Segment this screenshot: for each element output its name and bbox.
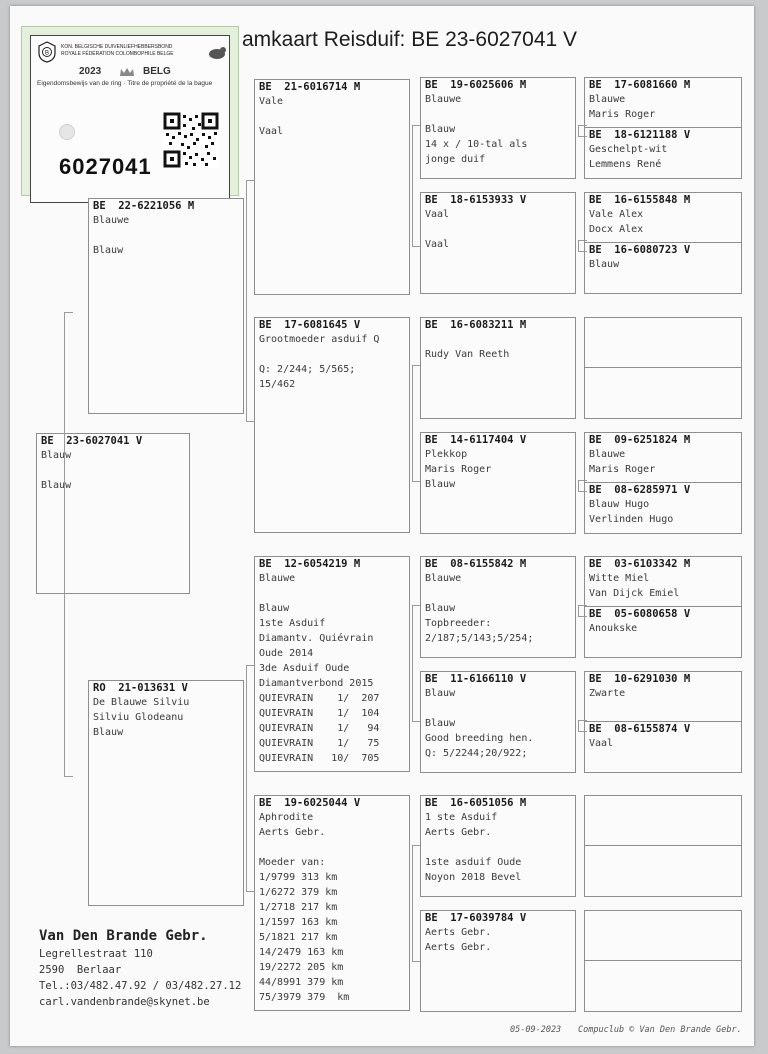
mfm-line: Blauw — [425, 688, 456, 699]
g4-top-line: Blauwe — [589, 449, 626, 460]
pedigree-box-mm — [254, 795, 410, 1011]
mf-line: Blauwe — [259, 573, 296, 584]
mmf-line: 1 ste Asduif — [425, 812, 498, 823]
pedigree-connector — [578, 480, 587, 492]
ff-line: Vale — [259, 96, 284, 107]
mff-line: Blauwe — [425, 573, 462, 584]
pedigree-box-mmf — [420, 795, 576, 897]
mf-line: Diamantverbond 2015 — [259, 678, 374, 689]
footer-date: 05-09-2023 — [510, 1025, 562, 1035]
mff-line: 2/187;5/143;5/254; — [425, 633, 534, 644]
pedigree-connector — [412, 365, 421, 482]
mm-ring: BE 19-6025044 V — [259, 797, 361, 809]
fmm-line: Maris Roger — [425, 464, 492, 475]
crown-icon — [119, 67, 135, 77]
father-line: Blauw — [93, 245, 124, 256]
mm-line: 1/9799 313 km — [259, 872, 338, 883]
owner-name: Van Den Brande Gebr. — [39, 928, 208, 944]
g4-top-ring: BE 09-6251824 M — [589, 434, 691, 446]
mm-line: 44/8991 379 km — [259, 977, 344, 988]
pedigree-box-mother — [88, 680, 244, 906]
g4-bottom-ring: BE 08-6155874 V — [589, 723, 691, 735]
footer-credit: Compuclub © Van Den Brande Gebr. — [578, 1025, 742, 1035]
g4-top-ring: BE 16-6155848 M — [589, 194, 691, 206]
ff-line: Vaal — [259, 126, 284, 137]
mm-line: 75/3979 379 km — [259, 992, 350, 1003]
g4-top-line: Blauwe — [589, 94, 626, 105]
g4-bottom-ring: BE 08-6285971 V — [589, 484, 691, 496]
pedigree-box-mfm — [420, 671, 576, 773]
pedigree-box-g4 — [584, 317, 742, 419]
federation-logo-icon — [37, 41, 57, 63]
pedigree-box-g4 — [584, 77, 742, 179]
g4-bottom-line: Geschelpt-wit — [589, 144, 668, 155]
owner-phone: Tel.:03/482.47.92 / 03/482.27.12 — [39, 980, 242, 992]
g4-top-line: Witte Miel — [589, 573, 650, 584]
pedigree-connector — [578, 125, 587, 137]
fmf-line: Rudy Van Reeth — [425, 349, 510, 360]
fff-line: Blauwe — [425, 94, 462, 105]
mf-line: 1ste Asduif — [259, 618, 326, 629]
pedigree-box-g4 — [584, 910, 742, 1012]
g4-bottom-ring: BE 18-6121188 V — [589, 129, 691, 141]
mfm-line: Good breeding hen. — [425, 733, 534, 744]
fmm-line: Blauw — [425, 479, 456, 490]
fm-ring: BE 17-6081645 V — [259, 319, 361, 331]
father-line: Blauwe — [93, 215, 130, 226]
ffm-ring: BE 18-6153933 V — [425, 194, 527, 206]
pedigree-box-g4 — [584, 556, 742, 658]
pedigree-box-divider — [585, 960, 741, 961]
fmm-line: Plekkop — [425, 449, 468, 460]
pedigree-box-divider — [585, 367, 741, 368]
mfm-line: Q: 5/2244;20/922; — [425, 748, 528, 759]
g4-top-line: Maris Roger — [589, 464, 656, 475]
g4-top-ring: BE 03-6103342 M — [589, 558, 691, 570]
subject-line: Blauw — [41, 480, 72, 491]
ring-label-country: BELG — [143, 66, 171, 77]
g4-top-line: Maris Roger — [589, 109, 656, 120]
owner-city: 2590 Berlaar — [39, 964, 122, 976]
g4-top-line: Zwarte — [589, 688, 626, 699]
fff-line: 14 x / 10-tal als — [425, 139, 528, 150]
ffm-line: Vaal — [425, 209, 450, 220]
mf-line: QUIEVRAIN 1/ 207 — [259, 693, 380, 704]
fm-line: 15/462 — [259, 379, 296, 390]
ring-label — [30, 35, 230, 203]
mf-line: QUIEVRAIN 10/ 705 — [259, 753, 380, 764]
pedigree-connector — [246, 180, 255, 422]
mf-line: Diamantv. Quiévrain — [259, 633, 374, 644]
pedigree-connector — [412, 125, 421, 247]
fm-line: Q: 2/244; 5/565; — [259, 364, 356, 375]
pedigree-box-g4 — [584, 192, 742, 294]
pedigree-box-ff — [254, 79, 410, 295]
mother-line: Blauw — [93, 727, 124, 738]
mm-line: Aphrodite — [259, 812, 314, 823]
pedigree-box-fff — [420, 77, 576, 179]
pedigree-box-g4 — [584, 432, 742, 534]
pedigree-box-mff — [420, 556, 576, 658]
mf-line: 3de Asduif Oude — [259, 663, 350, 674]
mff-line: Topbreeder: — [425, 618, 492, 629]
mm-line: 1/6272 379 km — [259, 887, 338, 898]
g4-bottom-line: Blauw — [589, 259, 620, 270]
mmm-line: Aerts Gebr. — [425, 942, 492, 953]
ring-label-subtitle: Eigendomsbewijs van de ring · Titre de propriété de la bague — [37, 80, 213, 87]
mother-ring: RO 21-013631 V — [93, 682, 188, 694]
mm-line: Aerts Gebr. — [259, 827, 326, 838]
mm-line: 19/2272 205 km — [259, 962, 344, 973]
mf-ring: BE 12-6054219 M — [259, 558, 361, 570]
pigeon-icon — [207, 44, 227, 62]
owner-email: carl.vandenbrande@skynet.be — [39, 996, 210, 1008]
ring-label-number: 6027041 — [59, 154, 152, 179]
g4-top-ring: BE 10-6291030 M — [589, 673, 691, 685]
pedigree-box-divider — [585, 127, 741, 128]
subject-ring: BE 23-6027041 V — [41, 435, 143, 447]
pedigree-box-mf — [254, 556, 410, 772]
mf-line: Blauw — [259, 603, 290, 614]
ring-label-line1: KON. BELGISCHE DUIVENLIEFHEBBERSBOND — [61, 44, 173, 50]
g4-bottom-line: Anoukske — [589, 623, 638, 634]
pedigree-connector — [412, 845, 421, 962]
mfm-ring: BE 11-6166110 V — [425, 673, 527, 685]
g4-bottom-line: Blauw Hugo — [589, 499, 650, 510]
pedigree-connector — [578, 720, 587, 732]
ffm-line: Vaal — [425, 239, 450, 250]
g4-bottom-line: Verlinden Hugo — [589, 514, 674, 525]
pedigree-box-fmm — [420, 432, 576, 534]
mmm-ring: BE 17-6039784 V — [425, 912, 527, 924]
pedigree-box-g4 — [584, 795, 742, 897]
pedigree-connector — [246, 665, 255, 892]
pedigree-sheet — [10, 6, 754, 1046]
fff-line: Blauw — [425, 124, 456, 135]
fff-ring: BE 19-6025606 M — [425, 79, 527, 91]
pedigree-box-divider — [585, 721, 741, 722]
pedigree-box-g4 — [584, 671, 742, 773]
mmf-line: Aerts Gebr. — [425, 827, 492, 838]
pedigree-box-mmm — [420, 910, 576, 1012]
qr-code-icon — [163, 112, 219, 168]
ff-ring: BE 21-6016714 M — [259, 81, 361, 93]
mother-line: Silviu Glodeanu — [93, 712, 184, 723]
pedigree-box-divider — [585, 845, 741, 846]
pedigree-box-divider — [585, 606, 741, 607]
mm-line: 5/1821 217 km — [259, 932, 338, 943]
mfm-line: Blauw — [425, 718, 456, 729]
owner-address: Legrellestraat 110 — [39, 948, 153, 960]
mother-line: De Blauwe Silviu — [93, 697, 190, 708]
mmf-line: 1ste asduif Oude — [425, 857, 522, 868]
fmm-ring: BE 14-6117404 V — [425, 434, 527, 446]
pedigree-box-divider — [585, 242, 741, 243]
mm-line: 14/2479 163 km — [259, 947, 344, 958]
g4-bottom-line: Lemmens René — [589, 159, 662, 170]
mf-line: Oude 2014 — [259, 648, 314, 659]
fmf-ring: BE 16-6083211 M — [425, 319, 527, 331]
g4-bottom-ring: BE 05-6080658 V — [589, 608, 691, 620]
pedigree-connector — [578, 240, 587, 252]
mmf-line: Noyon 2018 Bevel — [425, 872, 522, 883]
ring-label-line2: ROYALE FÉDÉRATION COLOMBOPHILE BELGE — [61, 51, 174, 57]
pedigree-box-subject — [36, 433, 190, 594]
pedigree-connector — [64, 312, 73, 777]
mm-line: 1/2718 217 km — [259, 902, 338, 913]
mm-line: Moeder van: — [259, 857, 326, 868]
g4-top-line: Docx Alex — [589, 224, 644, 235]
g4-top-ring: BE 17-6081660 M — [589, 79, 691, 91]
g4-top-line: Vale Alex — [589, 209, 644, 220]
pedigree-box-father — [88, 198, 244, 414]
pedigree-box-ffm — [420, 192, 576, 294]
svg-text:B: B — [44, 50, 50, 57]
mm-line: 1/1597 163 km — [259, 917, 338, 928]
ring-label-sticker — [21, 26, 239, 196]
mf-line: QUIEVRAIN 1/ 75 — [259, 738, 380, 749]
ring-label-hole — [59, 124, 75, 140]
subject-line: Blauw — [41, 450, 72, 461]
father-ring: BE 22-6221056 M — [93, 200, 195, 212]
mff-ring: BE 08-6155842 M — [425, 558, 527, 570]
pedigree-connector — [412, 605, 421, 722]
mmm-line: Aerts Gebr. — [425, 927, 492, 938]
pedigree-box-divider — [585, 482, 741, 483]
g4-bottom-line: Vaal — [589, 738, 614, 749]
pedigree-box-fm — [254, 317, 410, 533]
g4-top-line: Van Dijck Emiel — [589, 588, 680, 599]
mff-line: Blauw — [425, 603, 456, 614]
fm-line: Grootmoeder asduif Q — [259, 334, 380, 345]
pedigree-box-fmf — [420, 317, 576, 419]
mmf-ring: BE 16-6051056 M — [425, 797, 527, 809]
ring-label-year: 2023 — [79, 66, 102, 77]
page-title: amkaart Reisduif: BE 23-6027041 V — [242, 28, 578, 51]
mf-line: QUIEVRAIN 1/ 104 — [259, 708, 380, 719]
pedigree-connector — [578, 605, 587, 617]
g4-bottom-ring: BE 16-6080723 V — [589, 244, 691, 256]
fff-line: jonge duif — [425, 154, 486, 165]
mf-line: QUIEVRAIN 1/ 94 — [259, 723, 380, 734]
